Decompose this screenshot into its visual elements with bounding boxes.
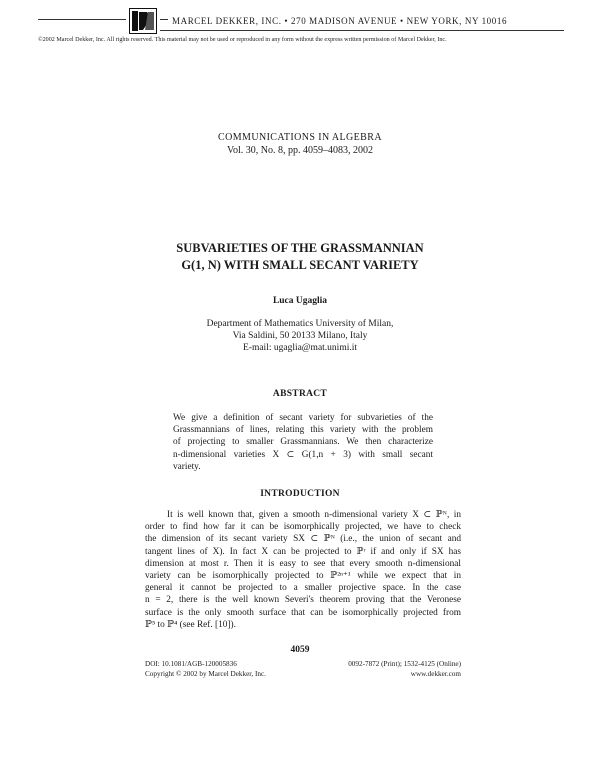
intro-line: It is well known that, given a smooth n-dimensional variety X ⊂ ℙᴺ, in <box>167 510 461 520</box>
abstract-line: n-dimensional varieties X ⊂ G(1,n + 3) with small secant <box>173 449 433 460</box>
intro-line: general it cannot be projected to a smaller projective space. In the case <box>145 583 461 594</box>
abstract-heading: ABSTRACT <box>272 389 328 399</box>
intro-line: n = 2, there is the well known Severi's theorem proving that the Veronese <box>145 595 461 606</box>
header-rule-right <box>160 19 168 20</box>
issn: 0092-7872 (Print); 1532-4125 (Online) <box>348 660 461 668</box>
abstract-line: variety. <box>173 461 201 472</box>
intro-line: variety can be isomorphically projected to ℙ²ⁿ⁺¹ while we expect that in <box>145 571 461 582</box>
publisher-address: MARCEL DEKKER, INC. • 270 MADISON AVENUE • NEW YORK, NY 10016 <box>172 16 508 26</box>
intro-line: dimension at most r. Then it is easy to see that every smooth n-dimensional <box>145 558 461 569</box>
article-title <box>100 240 500 274</box>
intro-line: ℙ⁵ to ℙ⁴ (see Ref. [10]). <box>145 619 236 630</box>
doi: DOI: 10.1081/AGB-120005836 <box>145 660 237 668</box>
journal-volume: Vol. 30, No. 8, pp. 4059–4083, 2002 <box>227 145 373 156</box>
header-rule-bottom <box>160 30 564 31</box>
page-number: 4059 <box>290 645 310 655</box>
journal-info <box>100 131 500 157</box>
footer-copyright: Copyright © 2002 by Marcel Dekker, Inc. <box>145 670 266 678</box>
abstract-line: Grassmannians of lines, relating this variety with the problem <box>173 425 433 436</box>
header-rule-left <box>38 19 126 20</box>
affiliation-line: Department of Mathematics University of Milan, <box>206 319 394 329</box>
footer-right <box>300 659 461 679</box>
footer-left <box>145 659 266 679</box>
copyright-notice: ©2002 Marcel Dekker, Inc. All rights reserved. This material may not be used or reproduced in any form without the express written permission of Marcel Dekker, Inc. <box>38 37 447 43</box>
title-line-2: G(1, N) WITH SMALL SECANT VARIETY <box>181 258 419 272</box>
introduction-heading: INTRODUCTION <box>260 489 340 499</box>
abstract-line: of projecting to smaller Grassmannians. We then characterize <box>173 437 433 448</box>
intro-line: surface is the only smooth surface that can be isomorphically projected from <box>145 607 461 618</box>
affiliation-email: E-mail: ugaglia@mat.unimi.it <box>242 343 358 353</box>
affiliation-line: Via Saldini, 50 20133 Milano, Italy <box>232 331 368 341</box>
title-line-1: SUBVARIETIES OF THE GRASSMANNIAN <box>176 241 424 255</box>
introduction-body <box>145 509 461 631</box>
publisher-logo-icon <box>129 8 157 34</box>
publisher-website[interactable]: www.dekker.com <box>410 670 461 678</box>
intro-line: order to find how far it can be isomorphically projected, we have to check <box>145 522 461 533</box>
author-name: Luca Ugaglia <box>272 296 328 306</box>
abstract-body <box>173 412 433 473</box>
intro-line: the dimension of its secant variety SX ⊂ ℙᴺ (i.e., the union of secant and <box>145 534 461 545</box>
intro-line: tangent lines of X). In fact X can be projected to ℙʳ if and only if SX has <box>145 546 461 557</box>
author-affiliation <box>100 318 500 354</box>
abstract-line: We give a definition of secant variety for subvarieties of the <box>173 413 433 423</box>
journal-name: COMMUNICATIONS IN ALGEBRA <box>218 132 382 143</box>
